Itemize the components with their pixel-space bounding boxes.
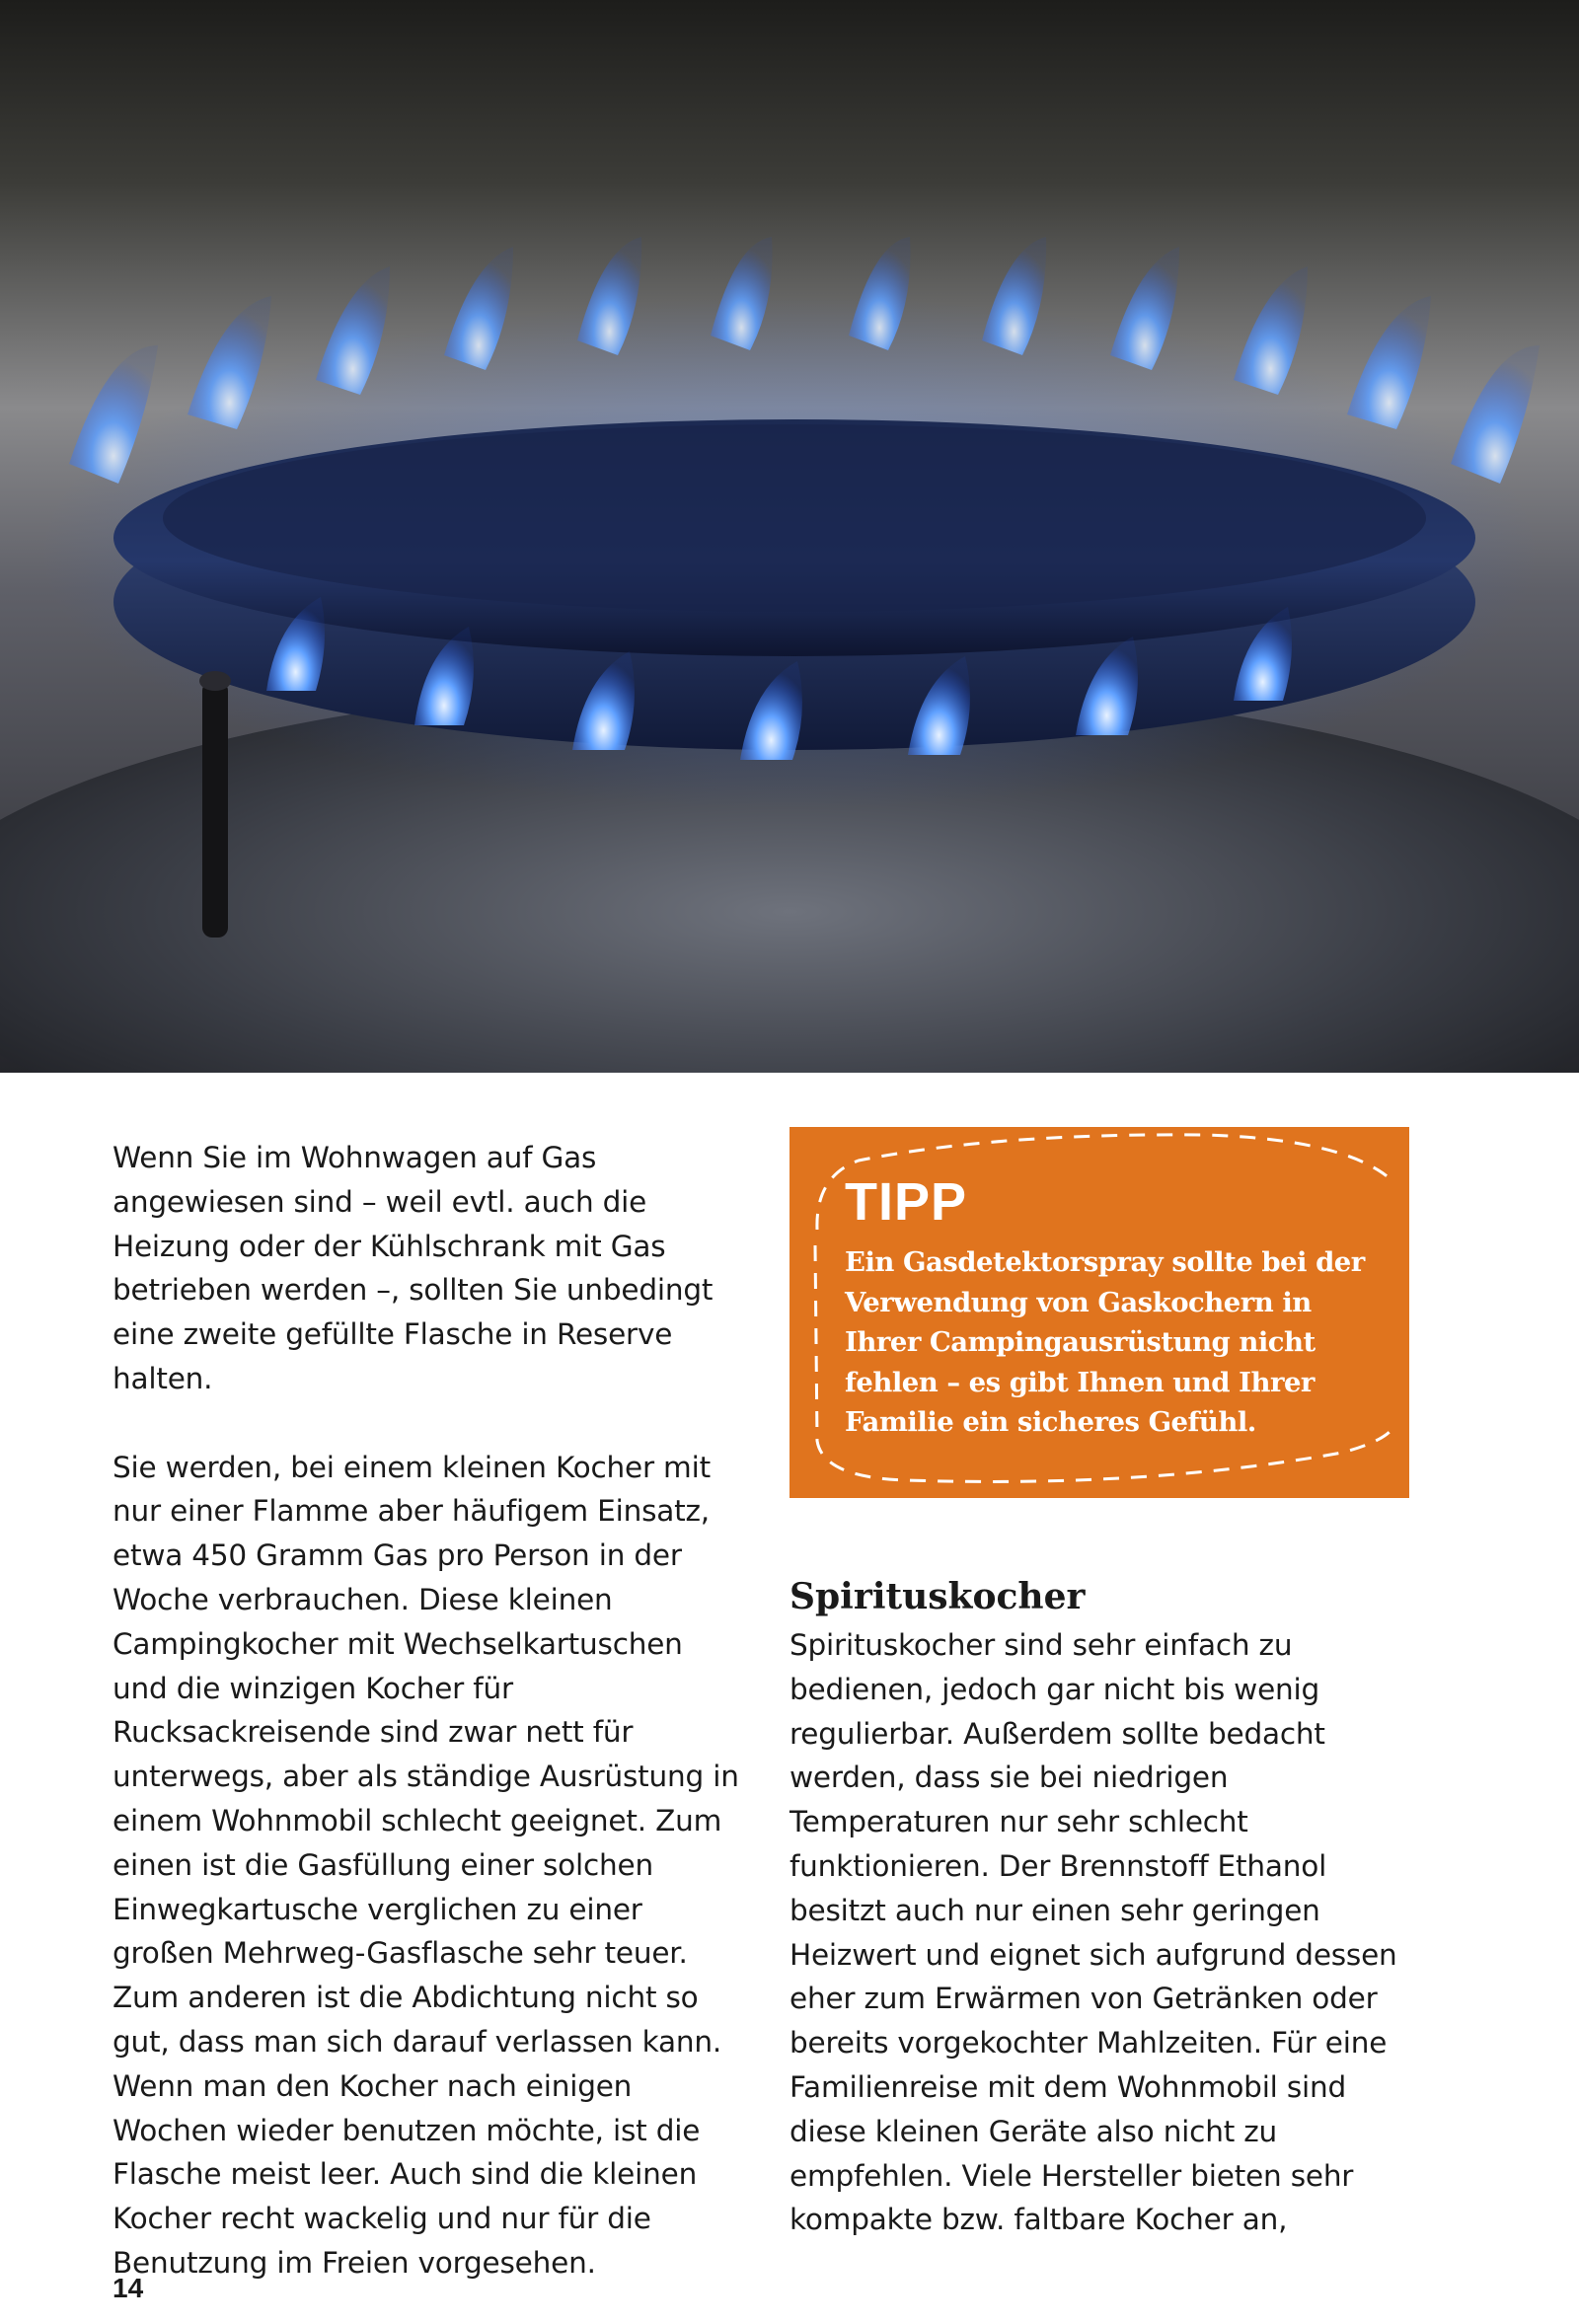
gas-flame-illustration (0, 0, 1579, 1073)
intro-paragraph: Wenn Sie im Wohnwagen auf Gas angewiesen sind – weil evtl. auch die Heizung oder der Kühlschrank mit Gas betrieben werden –, sollten Sie unbedingt eine zweite gefüllte Flasche in Reserve halten. (113, 1141, 714, 1395)
body-paragraph: Sie werden, bei einem kleinen Kocher mit nur einer Flamme aber häufigem Einsatz, etwa 450 Gramm Gas pro Person in der Woche verbrauchen. Diese kleinen Campingkocher mit Wechselkartuschen und die winzigen Kocher für Rucksackreisende sind zwar nett für unterwegs, aber als ständige Ausrüstung in einem Wohnmobil schlecht geeignet. Zum einen ist die Gasfüllung einer solchen Einwegkartusche verglichen zu einer großen Mehrweg-Gasflasche sehr teuer. Zum anderen ist die Abdichtung nicht so gut, dass man sich darauf verlassen kann. Wenn man den Kocher nach einigen Wochen wieder benutzen möchte, ist die Flasche meist leer. Auch sind die kleinen Kocher recht wackelig und nur für die Benutzung im Freien vorgesehen. (113, 1450, 739, 2280)
spirituskocher-paragraph: Spirituskocher sind sehr einfach zu bedienen, jedoch gar nicht bis wenig regulierbar. Außerdem sollte bedacht werden, dass sie bei niedrigen Temperaturen nur sehr schlecht funktionieren. Der Brennstoff Ethanol besitzt auch nur einen sehr geringen Heizwert und eignet sich aufgrund dessen eher zum Erwärmen von Getränken oder bereits vorgekochter Mahlzeiten. Für eine Familienreise mit dem Wohnmobil sind diese kleinen Geräte also nicht zu empfehlen. Viele Hersteller bieten sehr kompakte bzw. faltbare Kocher an, (790, 1628, 1397, 2237)
gas-burner-photo (0, 0, 1579, 1073)
section-heading-spirituskocher: Spirituskocher (790, 1576, 1086, 1617)
tipp-text: Ein Gasdetektorspray sollte bei der Verwendung von Gaskochern in Ihrer Campingausrüstung nicht fehlen – es gibt Ihnen und Ihrer Familie ein sicheres Gefühl. (845, 1246, 1365, 1439)
page-number: 14 (113, 2273, 144, 2303)
left-text-column (113, 1136, 744, 2286)
tipp-box (790, 1127, 1409, 1498)
right-text-column (790, 1623, 1421, 2242)
tipp-title: TIPP (845, 1172, 968, 1232)
